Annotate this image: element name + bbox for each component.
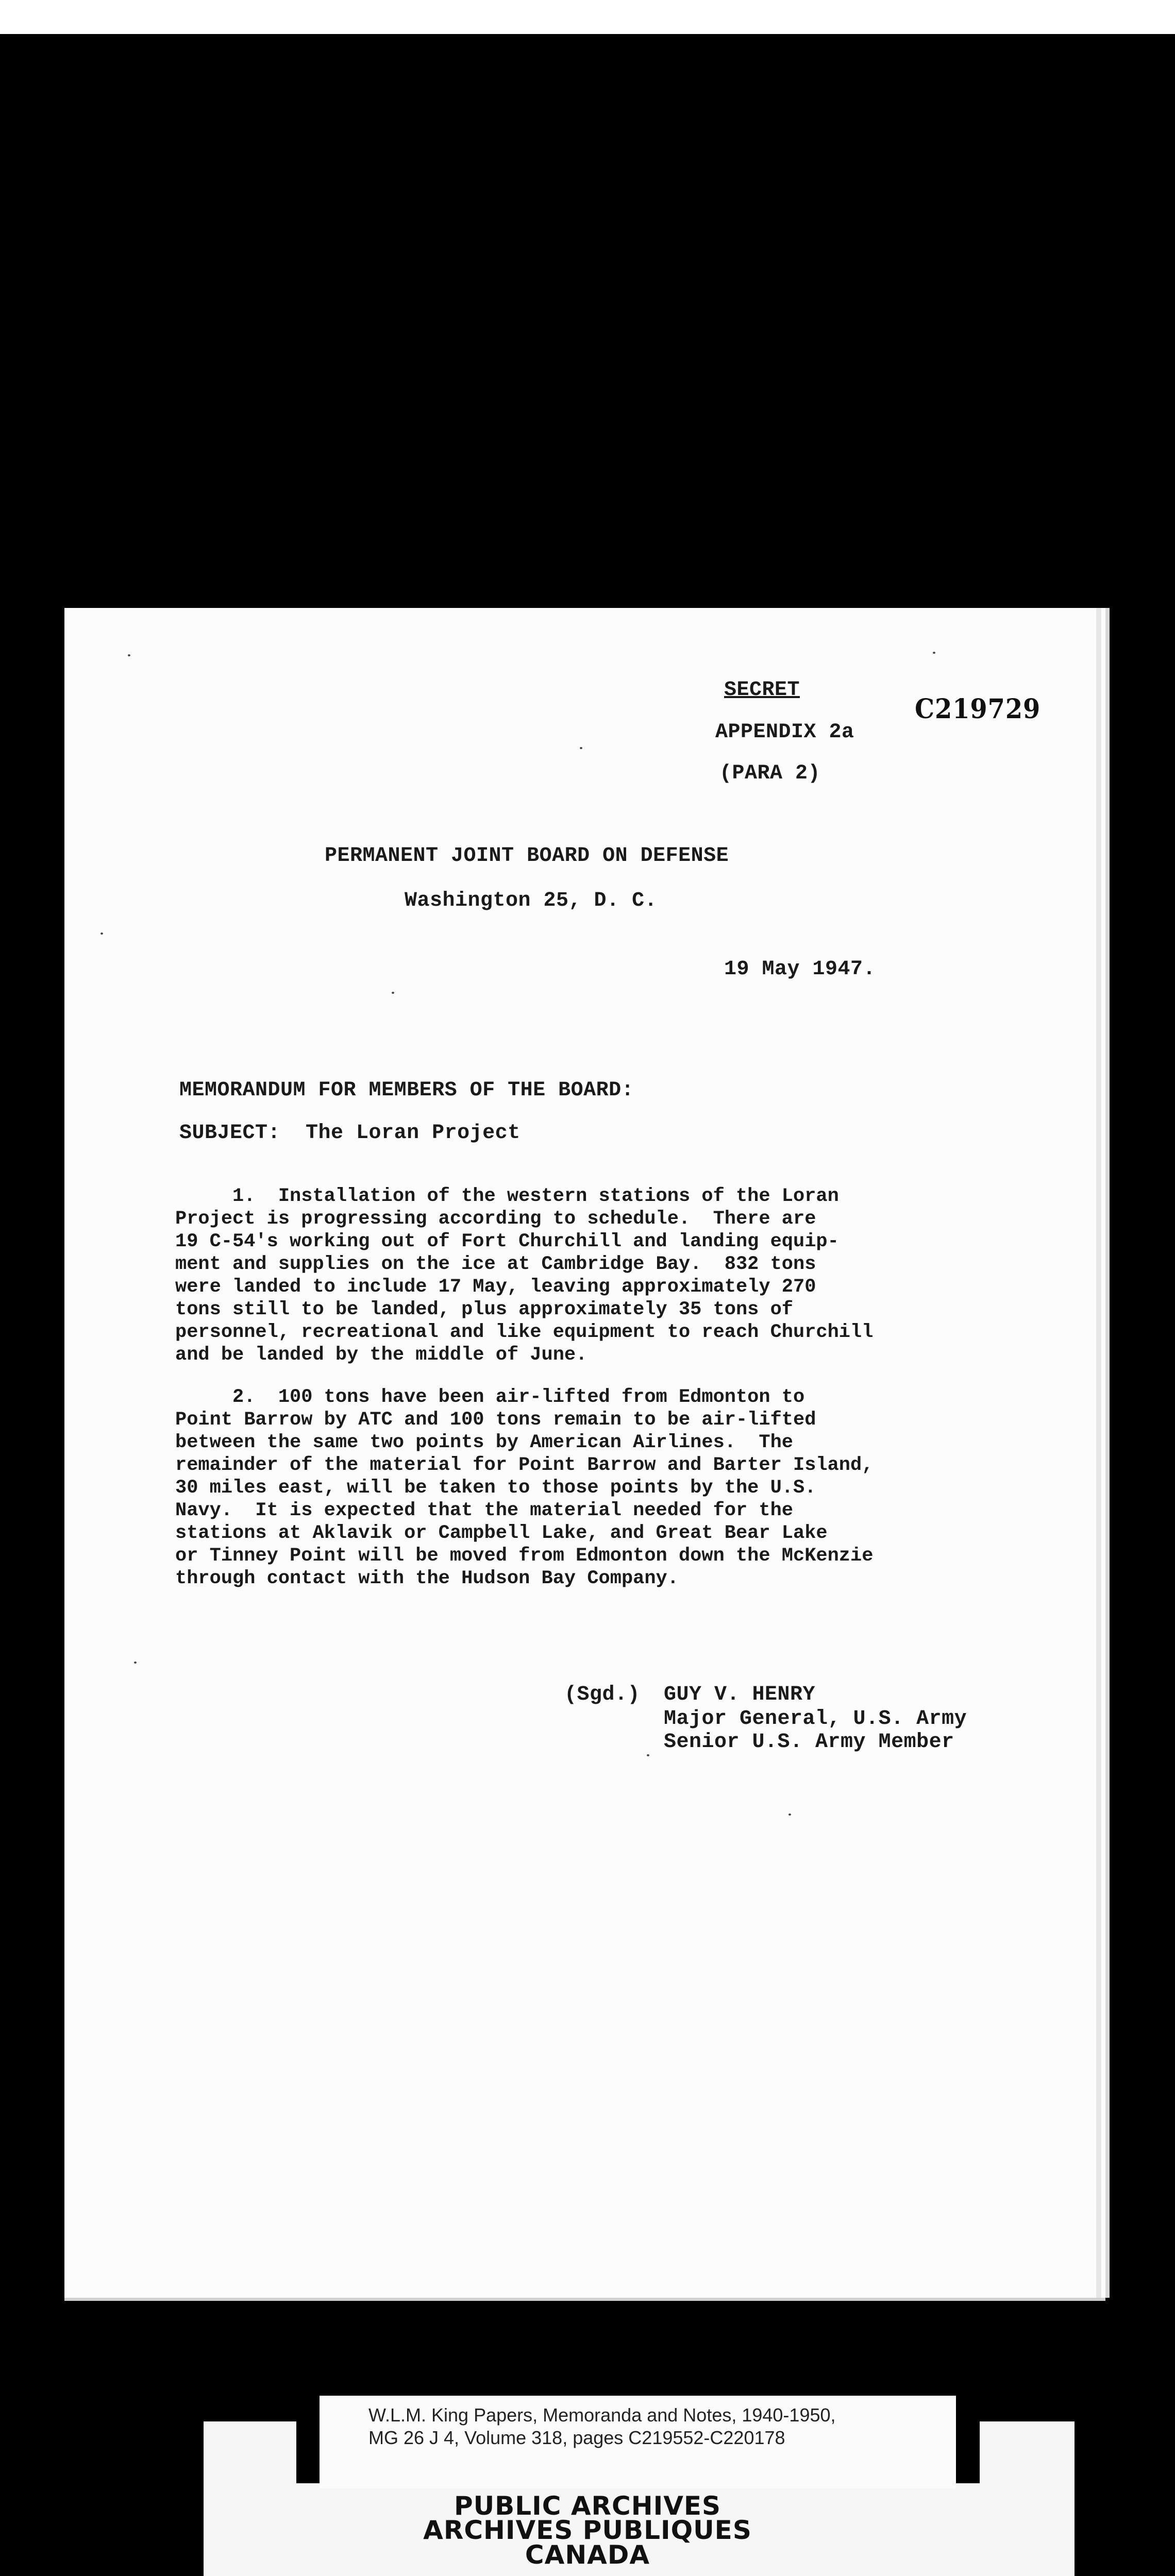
paper-speck	[580, 747, 582, 749]
memo-addressee: MEMORANDUM FOR MEMBERS OF THE BOARD:	[179, 1079, 634, 1102]
classification-marking: SECRET	[724, 679, 800, 702]
archive-stamp-line: PUBLIC ARCHIVES	[454, 2491, 721, 2521]
para-reference: (PARA 2)	[719, 762, 821, 785]
page-edge	[1096, 608, 1101, 2298]
signer-rank: Major General, U.S. Army	[664, 1707, 967, 1731]
signer-role: Senior U.S. Army Member	[664, 1731, 954, 1754]
scan-top-border	[0, 0, 1175, 34]
signed-marker: (Sgd.)	[564, 1683, 641, 1706]
paper-speck	[647, 1754, 649, 1756]
paper-speck	[100, 933, 103, 935]
label-tab	[296, 2391, 320, 2483]
paper-speck	[134, 1662, 137, 1664]
citation-line: MG 26 J 4, Volume 318, pages C219552-C220178	[368, 2427, 785, 2448]
body-paragraph-1: 1. Installation of the western stations of the Loran Project is progressing according to schedule. There are 19 C-54's working out of Fort Churchill and landing equip- ment and supplies on the ice at Cambridge Bay. 832 tons were landed to include 17 May, leaving approximately 270 tons still to be landed, plus approximately 35 tons of personnel, recreational and like equipment to reach Churchill and be landed by the middle of June.	[175, 1185, 874, 1366]
memo-subject: SUBJECT: The Loran Project	[179, 1122, 521, 1145]
location-line: Washington 25, D. C.	[405, 889, 658, 912]
control-number: C219729	[915, 693, 1041, 725]
organization-heading: PERMANENT JOINT BOARD ON DEFENSE	[325, 844, 729, 868]
appendix-label: APPENDIX 2a	[715, 721, 854, 744]
archive-citation	[368, 2404, 836, 2449]
paper-speck	[933, 652, 935, 654]
label-tab	[956, 2391, 980, 2483]
archive-stamp-line: ARCHIVES PUBLIQUES	[423, 2515, 752, 2545]
paper-speck	[392, 992, 394, 994]
body-paragraph-2: 2. 100 tons have been air-lifted from Edmonton to Point Barrow by ATC and 100 tons remain to be air-lifted between the same two points by American Airlines. The remainder of the material for Point Barrow and Barter Island, 30 miles east, will be taken to those points by the U.S. Navy. It is expected that the material needed for the stations at Aklavik or Campbell Lake, and Great Bear Lake or Tinney Point will be moved from Edmonton down the McKenzie through contact with the Hudson Bay Company.	[175, 1386, 874, 1589]
citation-line: W.L.M. King Papers, Memoranda and Notes, 1940-1950,	[368, 2404, 836, 2426]
paper-speck	[788, 1814, 791, 1816]
memo-date: 19 May 1947.	[724, 958, 876, 981]
signer-name: GUY V. HENRY	[664, 1683, 816, 1706]
paper-speck	[128, 654, 130, 656]
archive-stamp-line: CANADA	[525, 2540, 650, 2570]
